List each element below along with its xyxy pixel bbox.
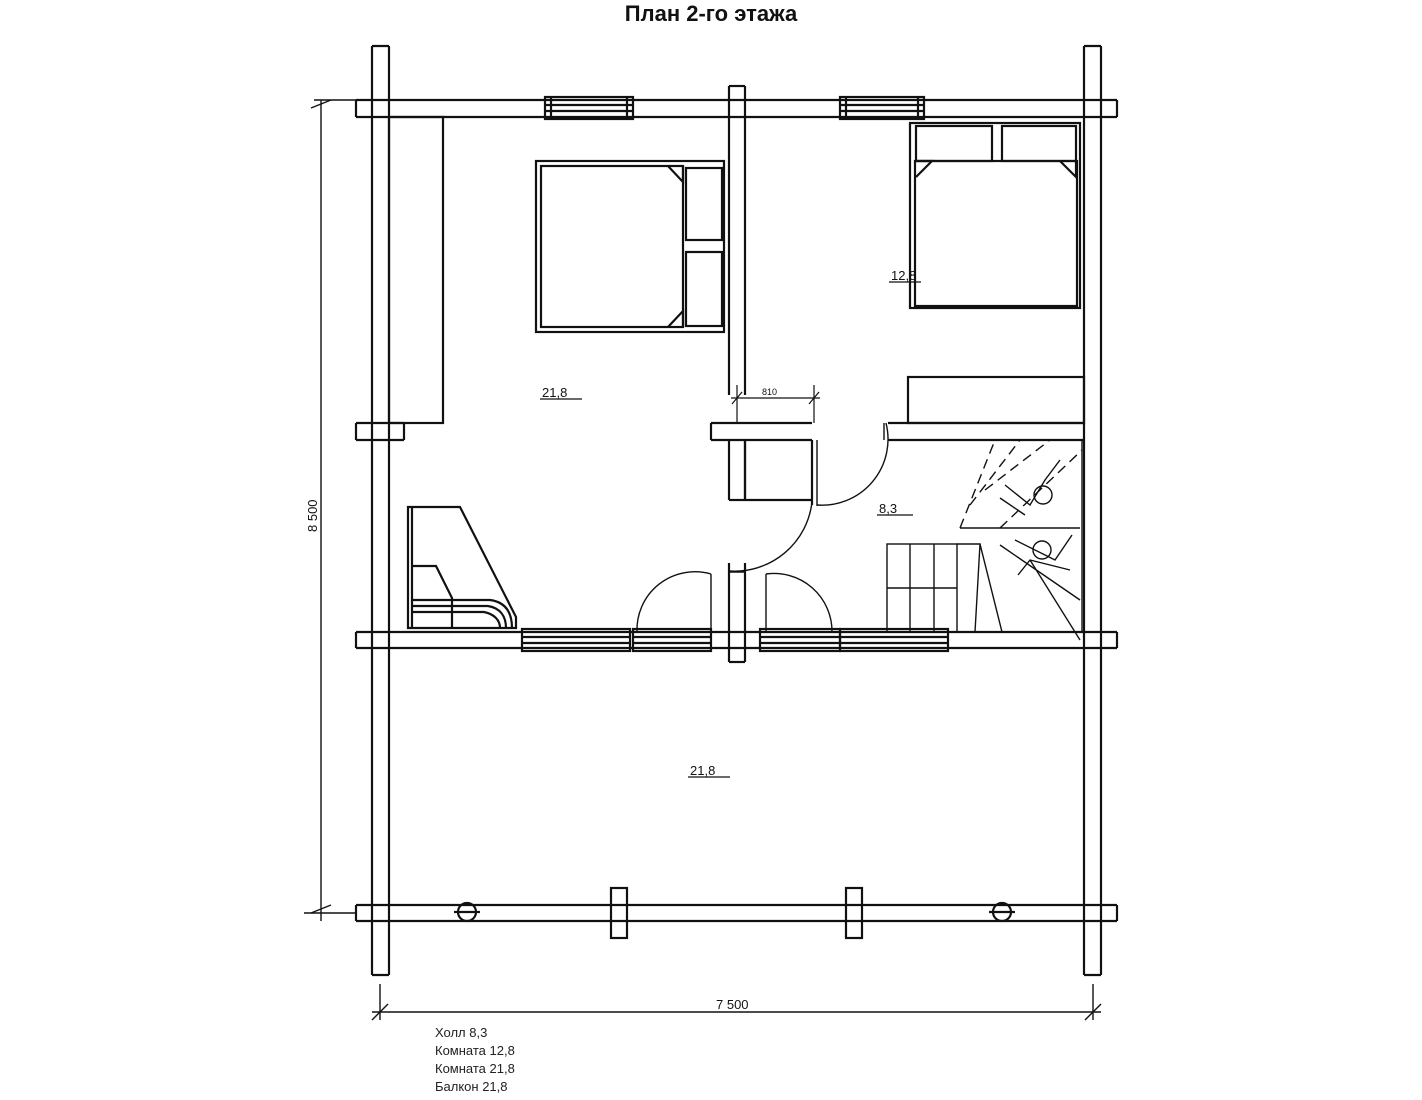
legend-item-room-small: Комната 12,8 <box>435 1043 515 1058</box>
legend-item-room-large: Комната 21,8 <box>435 1061 515 1076</box>
room-left-area: 21,8 <box>542 385 568 400</box>
legend-item-balcony: Балкон 21,8 <box>435 1079 508 1094</box>
bed-right <box>910 123 1080 308</box>
bed-left <box>536 161 724 332</box>
legend-item-hall: Холл 8,3 <box>435 1025 488 1040</box>
door-swings <box>637 423 888 632</box>
area-legend <box>435 1024 515 1096</box>
outer-walls <box>356 46 1117 975</box>
dimension-door-label: 810 <box>762 387 778 397</box>
stove <box>408 507 516 628</box>
balcony-area: 21,8 <box>690 763 716 778</box>
dimension-height-label: 8 500 <box>305 499 320 532</box>
room-right-area: 12,8 <box>891 268 917 283</box>
staircase <box>887 440 1082 640</box>
area-underlines <box>540 282 921 777</box>
hall-area: 8,3 <box>879 501 898 516</box>
plan-title: План 2-го этажа <box>624 1 798 26</box>
stub-wall-left <box>356 423 404 440</box>
dimension-width-label: 7 500 <box>716 997 749 1012</box>
wardrobe-left <box>389 117 443 423</box>
